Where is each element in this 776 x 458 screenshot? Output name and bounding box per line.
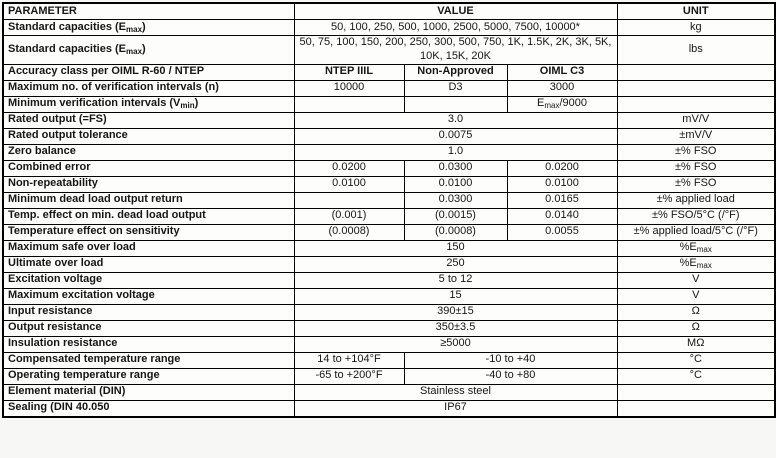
- parameter-cell: Non-repeatability: [3, 176, 294, 192]
- value-cell: 3.0: [294, 112, 617, 128]
- parameter-cell: Excitation voltage: [3, 272, 294, 288]
- value-cell: 0.0100: [294, 176, 404, 192]
- value-cell: 3000: [507, 80, 617, 96]
- value-cell: 0.0100: [404, 176, 507, 192]
- value-cell: 14 to +104°F: [294, 352, 404, 368]
- parameter-cell: Rated output (=FS): [3, 112, 294, 128]
- value-cell: 50, 100, 250, 500, 1000, 2500, 5000, 7500, 10000*: [294, 20, 617, 36]
- unit-cell: ±% FSO: [617, 176, 775, 192]
- parameter-cell: Operating temperature range: [3, 368, 294, 384]
- value-cell: (0.0008): [294, 224, 404, 240]
- unit-cell: Ω: [617, 320, 775, 336]
- value-cell: 50, 75, 100, 150, 200, 250, 300, 500, 750, 1K, 1.5K, 2K, 3K, 5K, 10K, 15K, 20K: [294, 36, 617, 65]
- value-cell: 150: [294, 240, 617, 256]
- unit-cell: V: [617, 288, 775, 304]
- unit-cell: ±% applied load/5°C (/°F): [617, 224, 775, 240]
- value-cell: Stainless steel: [294, 384, 617, 400]
- parameter-cell: Input resistance: [3, 304, 294, 320]
- value-cell: [294, 192, 404, 208]
- spec-table-body: [3, 20, 775, 417]
- table-row: [3, 96, 775, 112]
- parameter-cell: Combined error: [3, 160, 294, 176]
- value-cell: OIML C3: [507, 64, 617, 80]
- value-cell: 390±15: [294, 304, 617, 320]
- table-row: [3, 256, 775, 272]
- unit-cell: ±% FSO: [617, 144, 775, 160]
- value-cell: 5 to 12: [294, 272, 617, 288]
- table-row: [3, 64, 775, 80]
- unit-cell: ±% FSO: [617, 160, 775, 176]
- table-row: [3, 240, 775, 256]
- parameter-cell: Rated output tolerance: [3, 128, 294, 144]
- unit-cell: [617, 400, 775, 417]
- value-cell: 0.0075: [294, 128, 617, 144]
- value-cell: 0.0100: [507, 176, 617, 192]
- value-cell: 0.0200: [294, 160, 404, 176]
- parameter-cell: Temp. effect on min. dead load output: [3, 208, 294, 224]
- unit-cell: °C: [617, 368, 775, 384]
- specification-table: [2, 2, 776, 418]
- value-cell: 0.0200: [507, 160, 617, 176]
- unit-cell: MΩ: [617, 336, 775, 352]
- parameter-cell: Minimum dead load output return: [3, 192, 294, 208]
- value-cell: 10000: [294, 80, 404, 96]
- value-cell: ≥5000: [294, 336, 617, 352]
- table-row: [3, 368, 775, 384]
- parameter-cell: Output resistance: [3, 320, 294, 336]
- subscript-text: max: [126, 24, 143, 34]
- unit-cell: [617, 384, 775, 400]
- subscript-text: max: [696, 245, 712, 255]
- value-cell: $E_{max}/9000$: [507, 96, 617, 112]
- table-row: [3, 272, 775, 288]
- unit-cell: [617, 80, 775, 96]
- unit-cell: $\%E_{max}$: [617, 256, 775, 272]
- value-cell: 0.0165: [507, 192, 617, 208]
- table-row: [3, 144, 775, 160]
- parameter-cell: Temperature effect on sensitivity: [3, 224, 294, 240]
- value-cell: 0.0300: [404, 192, 507, 208]
- value-cell: 0.0055: [507, 224, 617, 240]
- value-cell: [294, 96, 404, 112]
- unit-cell: $\%E_{max}$: [617, 240, 775, 256]
- parameter-cell: Ultimate over load: [3, 256, 294, 272]
- subscript-text: min: [180, 101, 195, 111]
- table-row: [3, 224, 775, 240]
- unit-cell: [617, 64, 775, 80]
- unit-cell: Ω: [617, 304, 775, 320]
- table-row: [3, 80, 775, 96]
- value-cell: 250: [294, 256, 617, 272]
- table-row: [3, 128, 775, 144]
- column-header-parameter: PARAMETER: [3, 3, 294, 20]
- value-cell: [404, 96, 507, 112]
- table-row: [3, 160, 775, 176]
- value-cell: 0.0300: [404, 160, 507, 176]
- parameter-cell: Zero balance: [3, 144, 294, 160]
- value-cell: -65 to +200°F: [294, 368, 404, 384]
- value-cell: (0.0015): [404, 208, 507, 224]
- parameter-cell: Element material (DIN): [3, 384, 294, 400]
- table-row: [3, 192, 775, 208]
- unit-cell: ±mV/V: [617, 128, 775, 144]
- table-row: [3, 400, 775, 417]
- table-row: [3, 208, 775, 224]
- parameter-cell: Sealing (DIN 40.050: [3, 400, 294, 417]
- table-row: [3, 20, 775, 36]
- table-row: [3, 176, 775, 192]
- unit-cell: V: [617, 272, 775, 288]
- subscript-text: max: [544, 101, 560, 111]
- value-cell: (0.0008): [404, 224, 507, 240]
- table-row: [3, 384, 775, 400]
- table-header-row: [3, 3, 775, 20]
- table-row: [3, 352, 775, 368]
- column-header-unit: UNIT: [617, 3, 775, 20]
- parameter-cell: Insulation resistance: [3, 336, 294, 352]
- unit-cell: [617, 96, 775, 112]
- parameter-cell: Compensated temperature range: [3, 352, 294, 368]
- value-cell: 1.0: [294, 144, 617, 160]
- table-row: [3, 112, 775, 128]
- parameter-cell: Maximum excitation voltage: [3, 288, 294, 304]
- parameter-cell: Accuracy class per OIML R-60 / NTEP: [3, 64, 294, 80]
- value-cell: D3: [404, 80, 507, 96]
- value-cell: IP67: [294, 400, 617, 417]
- value-cell: Non-Approved: [404, 64, 507, 80]
- column-header-value: VALUE: [294, 3, 617, 20]
- unit-cell: mV/V: [617, 112, 775, 128]
- parameter-cell: Minimum verification intervals $(V_{min})$: [3, 96, 294, 112]
- parameter-cell: Standard capacities $(E_{max})$: [3, 20, 294, 36]
- value-cell: (0.001): [294, 208, 404, 224]
- table-row: [3, 320, 775, 336]
- unit-cell: ±% applied load: [617, 192, 775, 208]
- unit-cell: °C: [617, 352, 775, 368]
- value-cell: 15: [294, 288, 617, 304]
- table-row: [3, 336, 775, 352]
- table-row: [3, 36, 775, 65]
- value-cell: NTEP IIIL: [294, 64, 404, 80]
- table-row: [3, 304, 775, 320]
- unit-cell: ±% FSO/5°C (/°F): [617, 208, 775, 224]
- parameter-cell: Standard capacities $(E_{max})$: [3, 36, 294, 65]
- unit-cell: kg: [617, 20, 775, 36]
- parameter-cell: Maximum no. of verification intervals (n): [3, 80, 294, 96]
- subscript-text: max: [126, 46, 143, 56]
- value-cell: 350±3.5: [294, 320, 617, 336]
- unit-cell: lbs: [617, 36, 775, 65]
- subscript-text: max: [696, 261, 712, 271]
- table-row: [3, 288, 775, 304]
- value-cell: -40 to +80: [404, 368, 617, 384]
- parameter-cell: Maximum safe over load: [3, 240, 294, 256]
- value-cell: 0.0140: [507, 208, 617, 224]
- value-cell: -10 to +40: [404, 352, 617, 368]
